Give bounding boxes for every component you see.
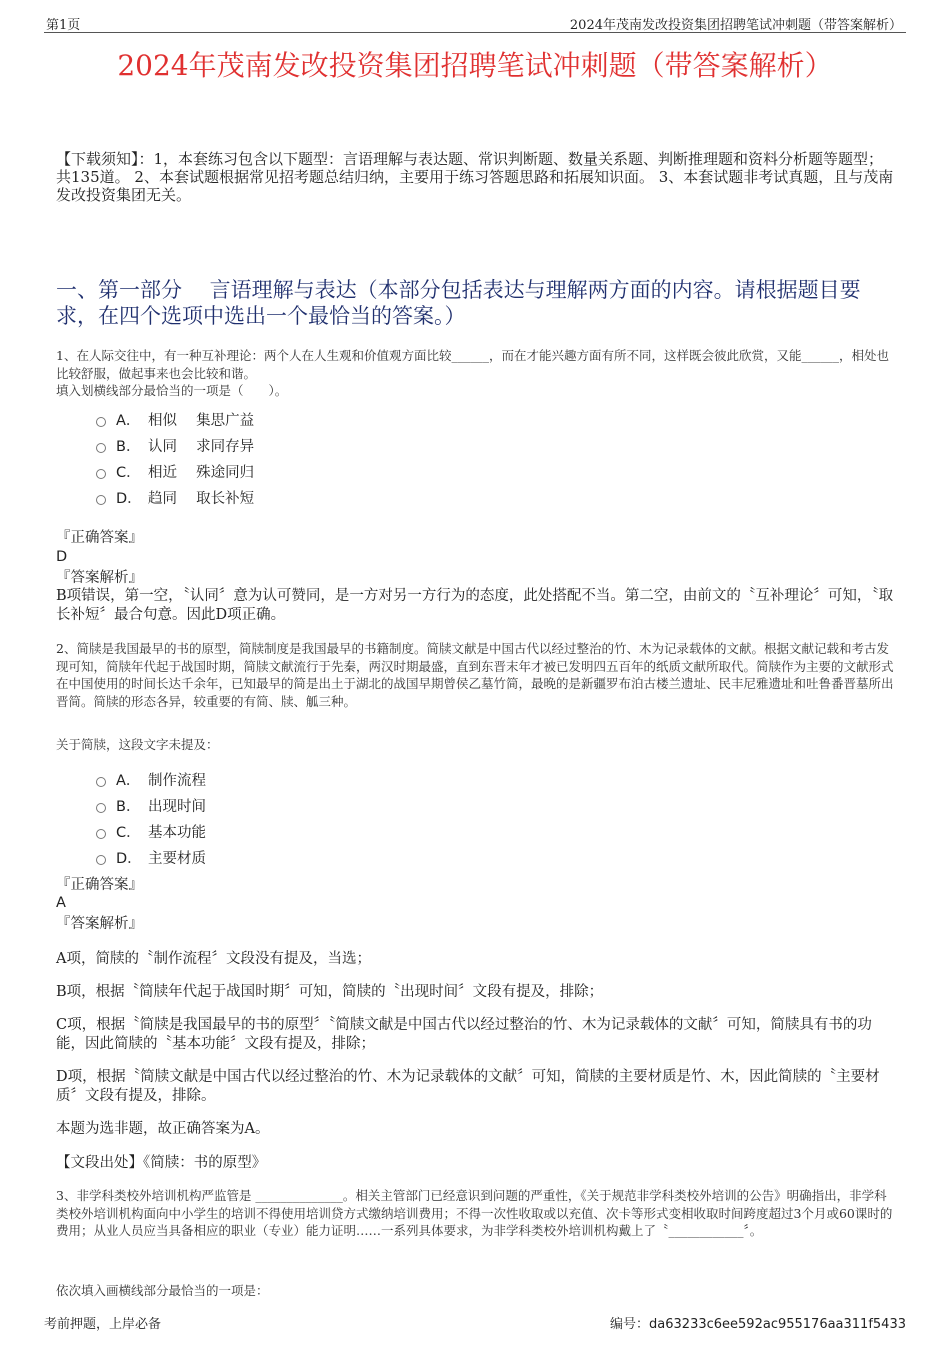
question-1-stem	[56, 347, 896, 400]
option-a[interactable]: A． 制作流程	[96, 766, 206, 792]
analysis-label: 『答案解析』	[56, 916, 143, 932]
option-d[interactable]: D． 趋同 取长补短	[96, 484, 254, 510]
analysis-option-d: D项，根据〝简牍文献是中国古代以经过整治的竹、木为记录载体的文献〞可知，简牍的主要材质是竹、木，因此简牍的〝主要材质〞文段有提及，排除。	[56, 1069, 880, 1104]
question-3-prompt: 依次填入画横线部分最恰当的一项是：	[56, 1283, 269, 1298]
radio-icon[interactable]	[96, 777, 106, 787]
radio-icon[interactable]	[96, 855, 106, 865]
page-header	[44, 14, 906, 33]
question-2-options	[96, 766, 206, 870]
radio-icon[interactable]	[96, 443, 106, 453]
analysis-option-c: C项，根据〝简牍是我国最早的书的原型〞〝简牍文献是中国古代以经过整治的竹、木为记录载体的文献〞可知，简牍具有书的功能，因此简牍的〝基本功能〞文段有提及，排除；	[56, 1017, 872, 1052]
analysis-conclusion: 本题为选非题，故正确答案为A。	[56, 1121, 270, 1137]
radio-icon[interactable]	[96, 829, 106, 839]
document-title: 2024年茂南发改投资集团招聘笔试冲刺题（带答案解析）	[117, 49, 833, 82]
analysis-label: 『答案解析』	[56, 570, 143, 586]
footer-slogan: 考前押题，上岸必备	[44, 1317, 162, 1332]
question-1-text: 1、在人际交往中，有一种互补理论：两个人在人生观和价值观方面比较______，而在才能兴趣方面有所不同，这样既会彼此欣赏，又能______，相处也比较舒服，做起事来也会比较和谐。	[56, 348, 889, 381]
document-code: da63233c6ee592ac955176aa311f5433	[649, 1317, 906, 1332]
answer-value: A	[56, 895, 66, 911]
question-1-options	[96, 406, 254, 510]
text-source: 【文段出处】《简牍：书的原型》	[56, 1155, 267, 1171]
page-footer	[44, 1313, 906, 1332]
radio-icon[interactable]	[96, 495, 106, 505]
answer-label: 『正确答案』	[56, 877, 143, 893]
radio-icon[interactable]	[96, 469, 106, 479]
option-b[interactable]: B． 出现时间	[96, 792, 206, 818]
header-doc-title: 2024年茂南发改投资集团招聘笔试冲刺题（带答案解析）	[569, 18, 902, 33]
option-d[interactable]: D． 主要材质	[96, 844, 206, 870]
analysis-option-a: A项，简牍的〝制作流程〞文段没有提及，当选；	[56, 951, 371, 967]
option-b[interactable]: B． 认同 求同存异	[96, 432, 254, 458]
page-number: 第1页	[46, 18, 81, 33]
radio-icon[interactable]	[96, 417, 106, 427]
option-c[interactable]: C． 基本功能	[96, 818, 206, 844]
radio-icon[interactable]	[96, 803, 106, 813]
answer-label: 『正确答案』	[56, 530, 143, 546]
option-a[interactable]: A． 相似 集思广益	[96, 406, 254, 432]
answer-value: D	[56, 549, 68, 565]
option-c[interactable]: C． 相近 殊途同归	[96, 458, 254, 484]
section-heading: 一、第一部分 言语理解与表达（本部分包括表达与理解两方面的内容。请根据题目要求，在四个选项中选出一个最恰当的答案。）	[56, 278, 861, 328]
question-1-prompt: 填入划横线部分最恰当的一项是（ ）。	[56, 383, 288, 398]
download-notice: 【下载须知】：1，本套练习包含以下题型：言语理解与表达题、常识判断题、数量关系题、判断推理题和资料分析题等题型；共135道。 2、本套试题根据常见招考题总结归纳，主要用于练习答题思路和拓展知识面。 3、本套试题非考试真题，且与茂南发改投资集团无关。	[56, 150, 894, 204]
question-2-prompt: 关于简牍，这段文字未提及：	[56, 737, 219, 752]
question-2-stem: 2、简牍是我国最早的书的原型，简牍制度是我国最早的书籍制度。简牍文献是中国古代以经过整治的竹、木为记录载体的文献。根据文献记载和考古发现可知，简牍年代起于战国时期，简牍文献流行于先秦，两汉时期最盛，直到东晋末年才被已发明四五百年的纸质文献所取代。简牍作为主要的文献形式在中国使用的时间长达千余年，已知最早的简是出土于湖北的战国早期曾侯乙墓竹简，最晚的是新疆罗布泊古楼兰遗址、民丰尼雅遗址和吐鲁番晋墓所出晋简。简牍的形态各异，较重要的有简、牍、觚三种。	[56, 641, 894, 709]
question-3-stem: 3、非学科类校外培训机构严监管是 ______________。相关主管部门已经意识到问题的严重性，《关于规范非学科类校外培训的公告》明确指出，非学科类校外培训机构面向中小学生的培训不得使用培训贷方式缴纳培训费用；不得一次性收取或以充值、次卡等形式变相收取时间跨度超过3个月或60课时的费用；从业人员应当具备相应的职业（专业）能力证明……一系列具体要求，为非学科类校外培训机构戴上了〝____________〞。	[56, 1188, 893, 1238]
footer-code: 编号：da63233c6ee592ac955176aa311f5433	[610, 1317, 906, 1332]
analysis-text: B项错误，第一空，〝认同〞意为认可赞同，是一方对另一方行为的态度，此处搭配不当。第二空，由前文的〝互补理论〞可知，〝取长补短〞最合句意。因此D项正确。	[56, 588, 894, 623]
analysis-option-b: B项，根据〝简牍年代起于战国时期〞可知，简牍的〝出现时间〞文段有提及，排除；	[56, 984, 604, 1000]
